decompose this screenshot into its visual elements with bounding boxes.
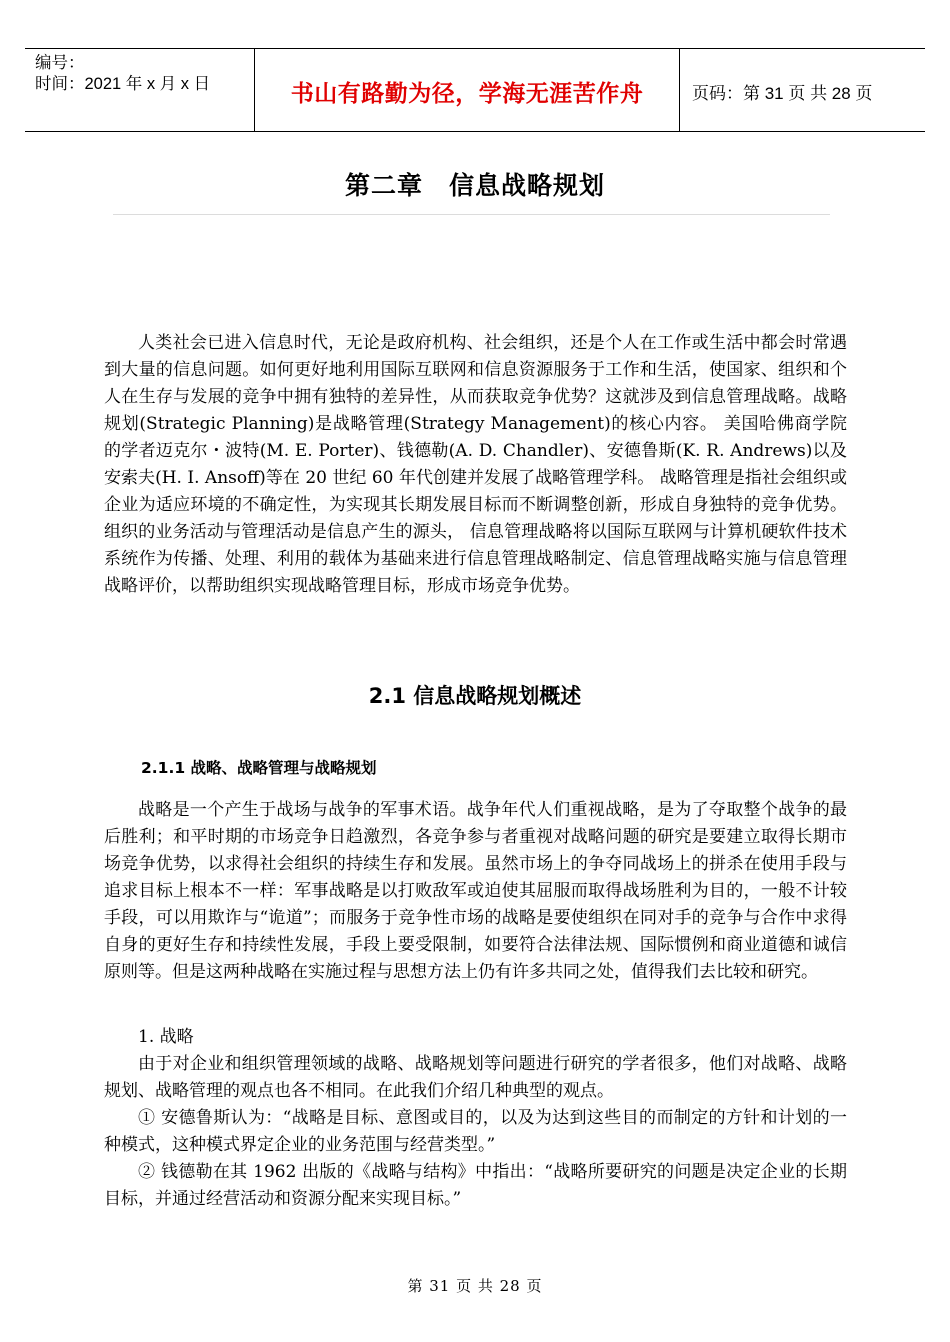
subsection-title: 2.1.1 战略、战略管理与战略规划 (141, 759, 377, 777)
quote-chandler: ② 钱德勒在其 1962 出版的《战略与结构》中指出：“战略所要研究的问题是决定企业的长期目标，并通过经营活动和资源分配来实现目标。” (104, 1162, 847, 1209)
page-footer: 第 31 页 共 28 页 (407, 1277, 543, 1295)
item1-paragraph: 由于对企业和组织管理领域的战略、战略规划等问题进行研究的学者很多，他们对战略、战略规划、战略管理的观点也各不相同。在此我们介绍几种典型的观点。 (104, 1054, 847, 1101)
header-motto: 书山有路勤为径，学海无涯苦作舟 (254, 49, 680, 131)
header-meta (25, 49, 254, 131)
page-header (25, 48, 925, 132)
title-divider (113, 214, 830, 215)
quote-andrews: ① 安德鲁斯认为：“战略是目标、意图或目的，以及为达到这些目的而制定的方针和计划的一种模式，这种模式界定企业的业务范围与经营类型。” (104, 1108, 847, 1155)
section-title: 2.1 信息战略规划概述 (368, 684, 582, 708)
time-label: 时间：2021 年 x 月 x 日 (35, 75, 211, 93)
intro-paragraph: 人类社会已进入信息时代，无论是政府机构、社会组织，还是个人在工作或生活中都会时常遇到大量的信息问题。如何更好地利用国际互联网和信息资源服务于工作和生活，使国家、组织和个人在生存与发展的竞争中拥有独特的差异性，从而获取竞争优势？这就涉及到信息管理战略。战略规划(Strategic Planning)是战略管理(Strategy Management)的核心内容。 美国哈佛商学院的学者迈克尔・波特(M. E. Porter)、钱德勒(A. D. Chandler)、安德鲁斯(K. R. Andrews)以及安索夫(H. I. Ansoff)等在 20 世纪 60 年代创建并发展了战略管理学科。 战略管理是指社会组织或企业为适应环境的不确定性，为实现其长期发展目标而不断调整创新，形成自身独特的竞争优势。组织的业务活动与管理活动是信息产生的源头， 信息管理战略将以国际互联网与计算机硬软件技术系统作为传播、处理、利用的载体为基础来进行信息管理战略制定、信息管理战略实施与信息管理战略评价，以帮助组织实现战略管理目标，形成市场竞争优势。 (104, 333, 847, 596)
chapter-title: 第二章 信息战略规划 (344, 171, 605, 200)
header-page-label: 页码：第 31 页 共 28 页 (692, 83, 873, 103)
item1-label: 1. 战略 (138, 1027, 194, 1047)
strategy-paragraph: 战略是一个产生于战场与战争的军事术语。战争年代人们重视战略，是为了夺取整个战争的最后胜利；和平时期的市场竞争日趋激烈，各竞争参与者重视对战略问题的研究是要建立取得长期市场竞争优势，以求得社会组织的持续生存和发展。虽然市场上的争夺同战场上的拼杀在使用手段与追求目标上根本不一样：军事战略是以打败敌军或迫使其屈服而取得战场胜利为目的，一般不计较手段，可以用欺诈与“诡道”；而服务于竞争性市场的战略是要使组织在同对手的竞争与合作中求得自身的更好生存和持续性发展，手段上要受限制，如要符合法律法规、国际惯例和商业道德和诚信原则等。但是这两种战略在实施过程与思想方法上仍有许多共同之处，值得我们去比较和研究。 (104, 800, 847, 982)
serial-label: 编号： (35, 54, 85, 72)
